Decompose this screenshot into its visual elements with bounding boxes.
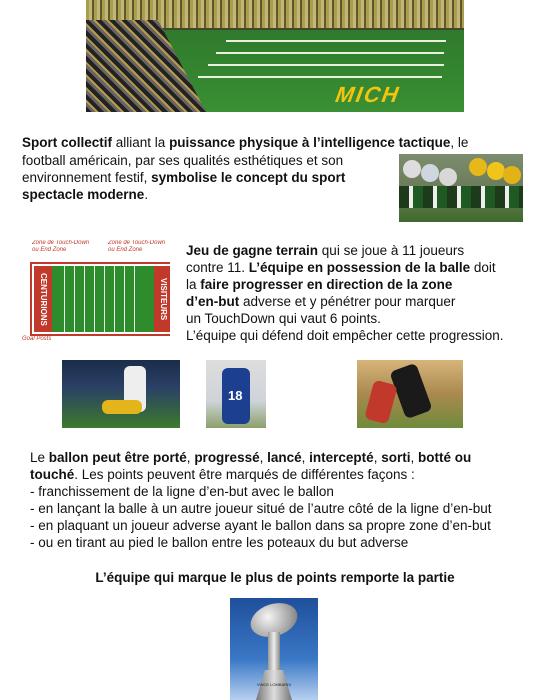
diagram-label-bottom: Goal Posts [22, 336, 52, 342]
intro-line-1 [22, 134, 524, 151]
conclusion-text: L’équipe qui marque le plus de points remporte la partie [95, 570, 455, 585]
terrain-bold: faire progresser en direction de la zone [200, 277, 453, 292]
yard-line [134, 266, 135, 332]
ballon-text: . Les points peuvent être marqués de différentes façons : [74, 467, 415, 482]
player-helmet [503, 166, 521, 184]
diagram-label-right: Zone de Touch-Down ou End Zone [108, 240, 166, 253]
trophy-photo [230, 598, 318, 700]
jersey-number: 18 [228, 388, 243, 403]
player-diving [102, 400, 142, 414]
yard-line [84, 266, 85, 332]
yard-line [74, 266, 75, 332]
player-helmet [421, 164, 439, 182]
diagram-label-left: Zone de Touch-Down ou End Zone [32, 240, 90, 253]
ballon-bold: progressé [194, 450, 260, 465]
intro-line-4 [22, 186, 397, 203]
intro-line-3 [22, 169, 397, 186]
terrain-line-4 [186, 293, 524, 310]
ballon-text: , [410, 450, 418, 465]
yard-line [64, 266, 65, 332]
ballon-text: , [259, 450, 268, 465]
ballon-bold: intercepté [309, 450, 374, 465]
trophy-stem [268, 632, 280, 672]
yard-line [216, 52, 444, 54]
intro-text: . [144, 187, 149, 202]
intro-bold: spectacle moderne [22, 187, 145, 202]
yard-line [226, 40, 446, 42]
ballon-line-2 [30, 466, 525, 483]
scoring-method-item: - en lançant la balle à un autre joueur situé de l’autre côté de la ligne d’en-but [30, 501, 492, 516]
scoring-method-item: - en plaquant un joueur adverse ayant le ballon dans sa propre zone d’en-but [30, 518, 491, 533]
terrain-line-5: un TouchDown qui vaut 6 points. [186, 311, 381, 326]
stadium-crowd [86, 20, 206, 112]
player-helmet [403, 160, 421, 178]
ballon-text: , [373, 450, 382, 465]
intro-line-2: football américain, par ses qualités esthétiques et son [22, 153, 344, 168]
intro-text: environnement festif, [22, 170, 152, 185]
player-defender [364, 380, 398, 425]
lineup-players [399, 186, 523, 208]
field-rectangle [32, 264, 170, 334]
intro-bold: symbolise le concept du sport [151, 170, 346, 185]
yard-line [198, 76, 442, 78]
terrain-text: contre 11. [186, 260, 249, 275]
player-helmet [487, 162, 505, 180]
ballon-bold: botté ou [417, 450, 472, 465]
action-photo-tackle [62, 360, 180, 428]
intro-text: alliant la [112, 135, 170, 150]
endzone-left: CENTURIONS [34, 266, 52, 332]
ballon-bold: lancé [267, 450, 302, 465]
endzone-right: VISITEURS [154, 266, 170, 332]
scoring-method-item: - franchissement de la ligne d’en-but avec le ballon [30, 484, 334, 499]
terrain-line-3 [186, 276, 524, 293]
ballon-text: Le [30, 450, 49, 465]
stadium-endzone-text: MICH [331, 82, 405, 107]
terrain-line-2 [186, 259, 524, 276]
terrain-line-1 [186, 242, 524, 259]
intro-text: , le [450, 135, 469, 150]
intro-bold: Sport collectif [22, 135, 113, 150]
yard-line [114, 266, 115, 332]
action-photo-quarterback [206, 360, 266, 428]
trophy-inscription: VINCE LOMBARDI [256, 682, 292, 687]
scoring-method-item: - ou en tirant au pied le ballon entre les poteaux du but adverse [30, 535, 409, 550]
ballon-bold: sorti [381, 450, 411, 465]
ballon-bold: touché [30, 467, 75, 482]
yard-line [124, 266, 125, 332]
terrain-line-6: L’équipe qui défend doit empêcher cette progression. [186, 328, 504, 343]
ballon-text: , [301, 450, 310, 465]
terrain-bold: d’en-but [186, 294, 240, 309]
lineup-photo [399, 154, 523, 222]
stadium-photo [86, 0, 464, 112]
terrain-bold: L’équipe en possession de la balle [248, 260, 471, 275]
yard-line [94, 266, 95, 332]
action-photo-catch [357, 360, 463, 428]
terrain-bold: Jeu de gagne terrain [186, 243, 319, 258]
field-diagram [22, 240, 170, 348]
ballon-line-1 [30, 449, 525, 466]
ballon-text: , [186, 450, 195, 465]
intro-bold: puissance physique à l’intelligence tactique [169, 135, 451, 150]
terrain-text: adverse et y pénétrer pour marquer [239, 294, 456, 309]
player-helmet [439, 168, 457, 186]
terrain-text: doit [470, 260, 496, 275]
player-helmet [469, 158, 487, 176]
ballon-bold: ballon peut être porté [48, 450, 187, 465]
terrain-text: la [186, 277, 201, 292]
terrain-text: qui se joue à 11 joueurs [318, 243, 465, 258]
scoring-methods-list [30, 483, 530, 551]
yard-line [208, 64, 444, 66]
yard-line [104, 266, 105, 332]
